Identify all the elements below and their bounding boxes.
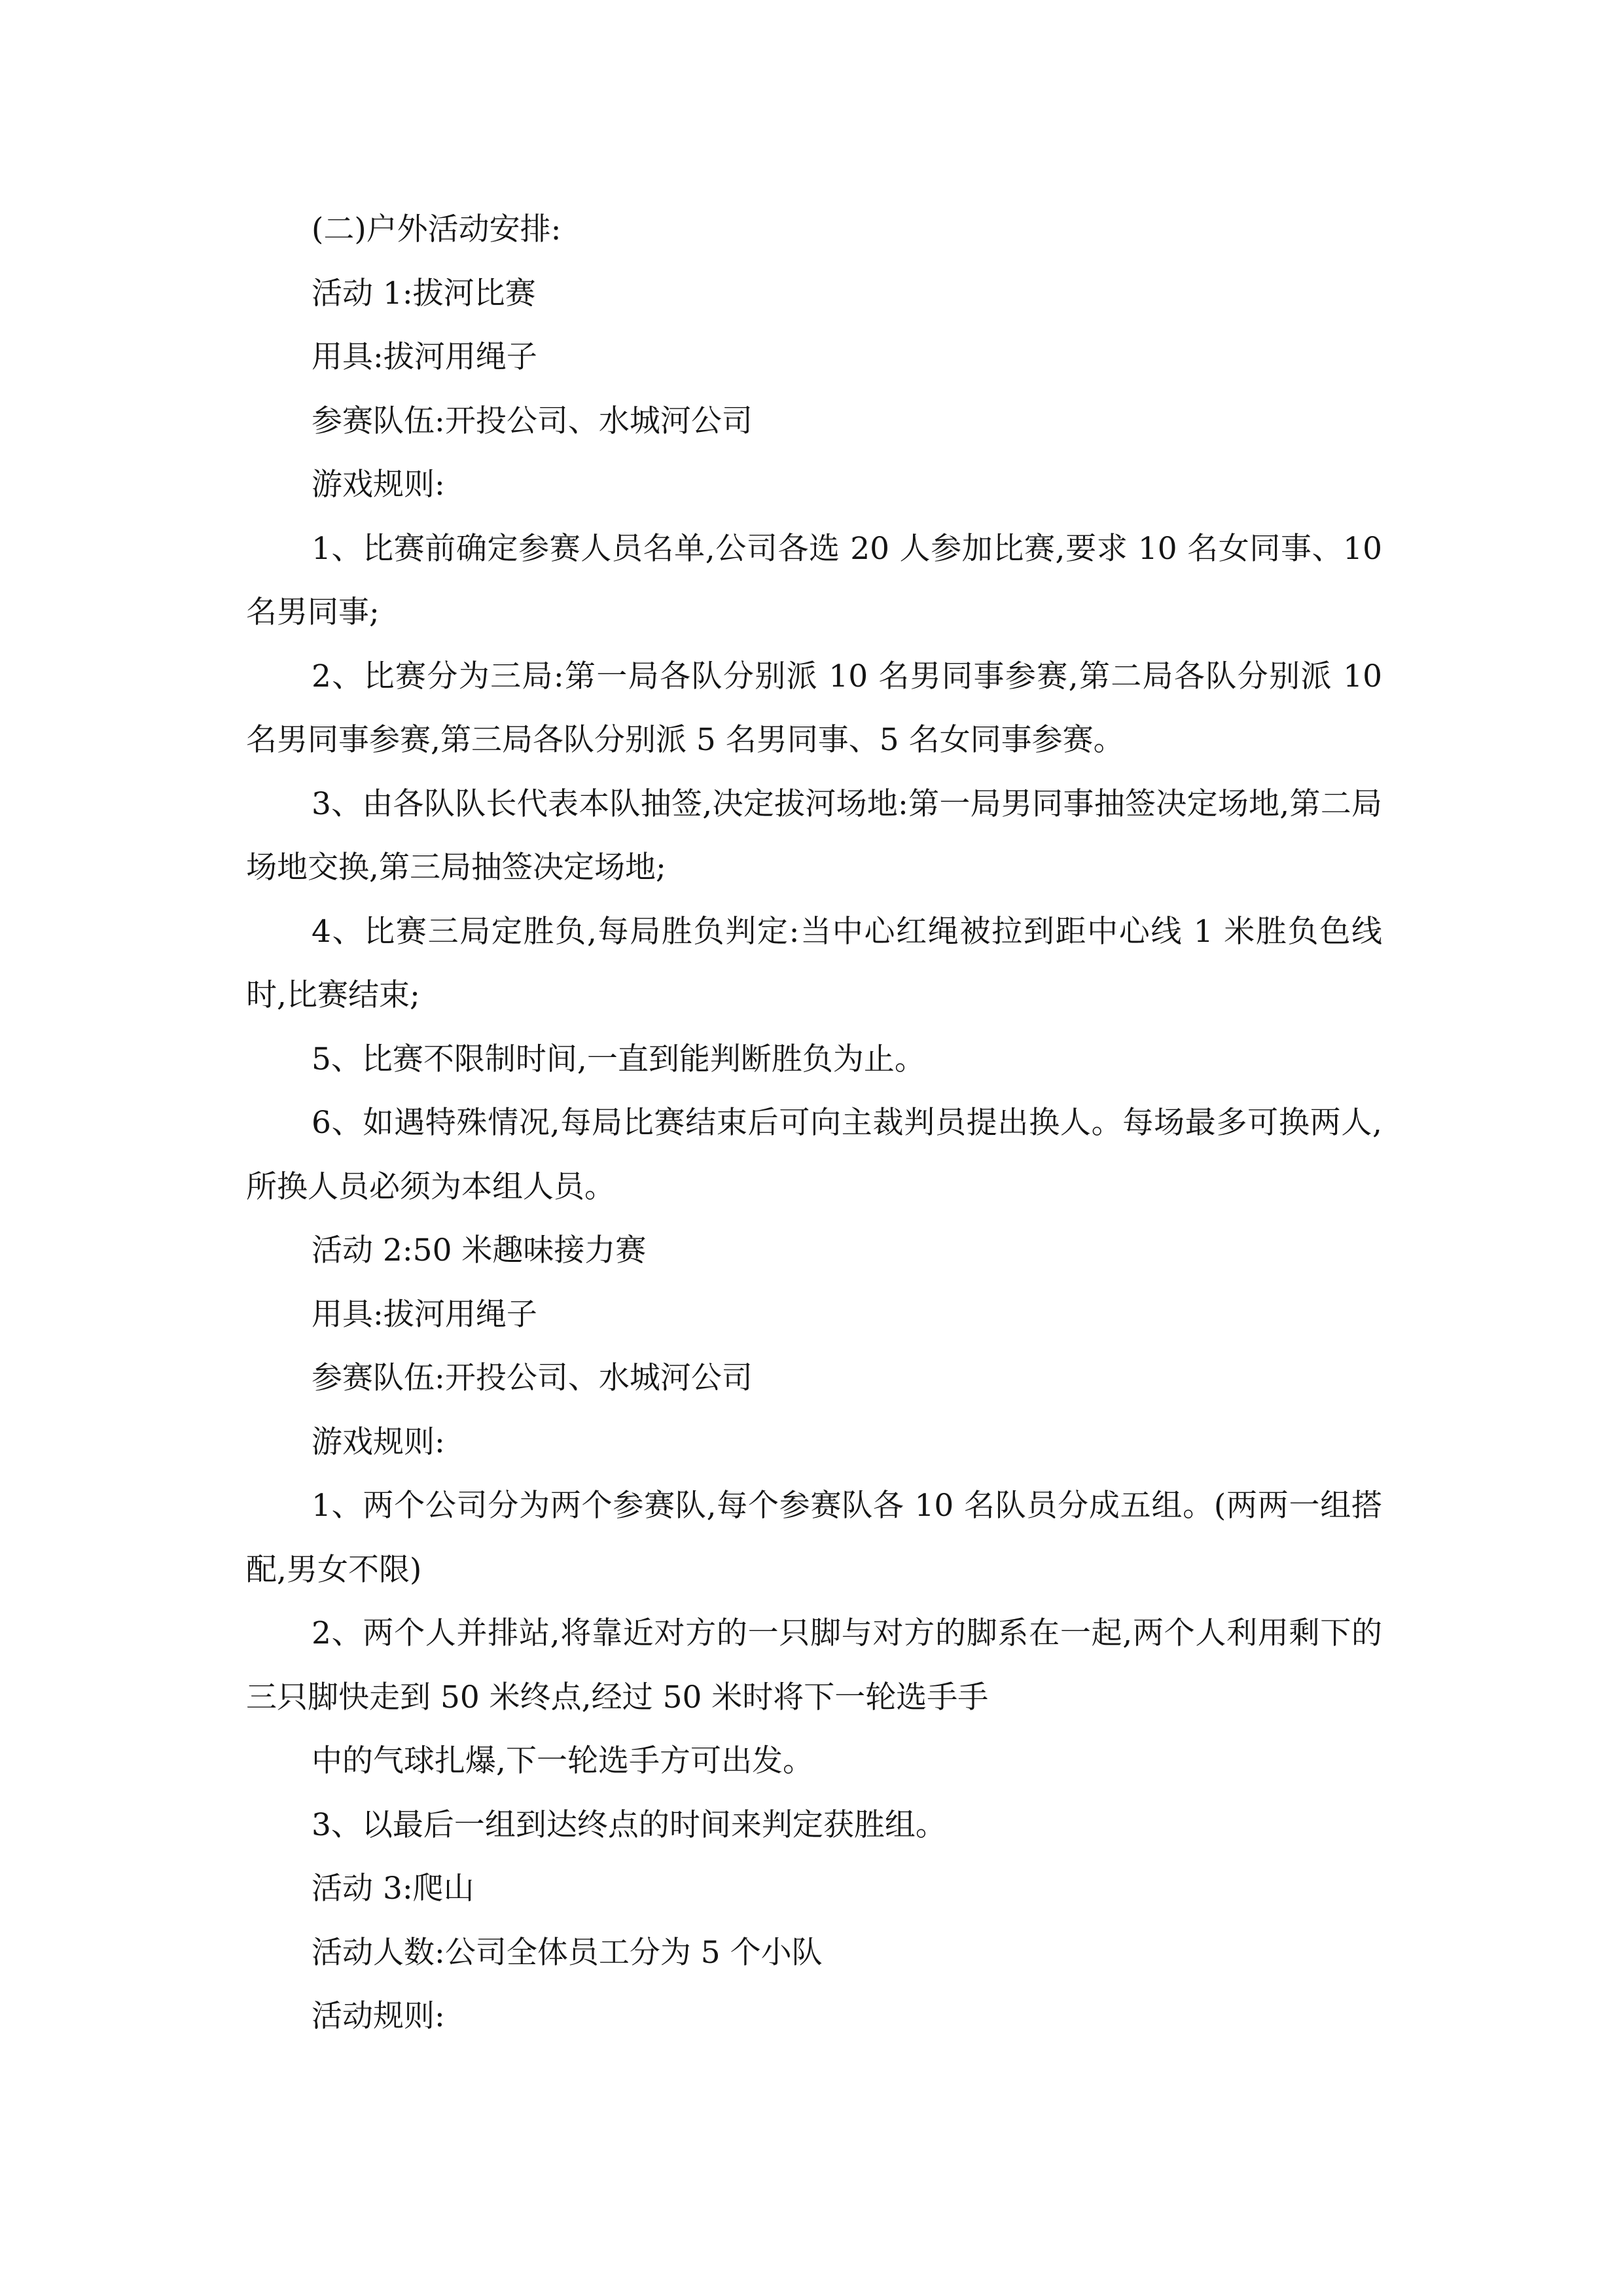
rule-paragraph: 5、比赛不限制时间,一直到能判断胜负为止。 [312,1041,925,1077]
rules-heading: 活动规则: [312,1998,445,2034]
rule-paragraph: 1、比赛前确定参赛人员名单,公司各选 20 人参加比赛,要求 10 名女同事、10 名男同事; [246,530,1382,630]
equipment-line: 用具:拔河用绳子 [312,339,537,375]
equipment-line: 用具:拔河用绳子 [312,1296,537,1333]
rule-paragraph: 2、两个人并排站,将靠近对方的一只脚与对方的脚系在一起,两个人利用剩下的三只脚快走到 50 米终点,经过 50 米时将下一轮选手手 [246,1615,1382,1715]
rule-paragraph: 3、由各队队长代表本队抽签,决定拔河场地:第一局男同事抽签决定场地,第二局场地交换,第三局抽签决定场地; [246,785,1382,886]
document-body [246,198,1382,2049]
teams-line: 参赛队伍:开投公司、水城河公司 [312,403,753,439]
rule-paragraph: 2、比赛分为三局:第一局各队分别派 10 名男同事参赛,第二局各队分别派 10 名男同事参赛,第三局各队分别派 5 名男同事、5 名女同事参赛。 [246,658,1382,758]
teams-line: 参赛队伍:开投公司、水城河公司 [312,1360,753,1396]
activity-title: 活动 2:50 米趣味接力赛 [312,1232,647,1268]
rule-paragraph: 3、以最后一组到达终点的时间来判定获胜组。 [312,1806,946,1843]
rule-continuation: 中的气球扎爆,下一轮选手方可出发。 [312,1743,813,1779]
rule-paragraph: 4、比赛三局定胜负,每局胜负判定:当中心红绳被拉到距中心线 1 米胜负色线时,比赛结束; [246,913,1382,1013]
rules-heading: 游戏规则: [312,1424,445,1460]
rule-paragraph: 1、两个公司分为两个参赛队,每个参赛队各 10 名队员分成五组。(两两一组搭配,男女不限) [246,1488,1382,1588]
activity-title: 活动 3:爬山 [312,1871,474,1907]
rule-paragraph: 6、如遇特殊情况,每局比赛结束后可向主裁判员提出换人。每场最多可换两人,所换人员必须为本组人员。 [246,1105,1382,1205]
section-heading: (二)户外活动安排: [312,211,562,247]
activity-title: 活动 1:拔河比赛 [312,275,536,312]
rules-heading: 游戏规则: [312,467,445,503]
participants-line: 活动人数:公司全体员工分为 5 个小队 [312,1934,823,1971]
